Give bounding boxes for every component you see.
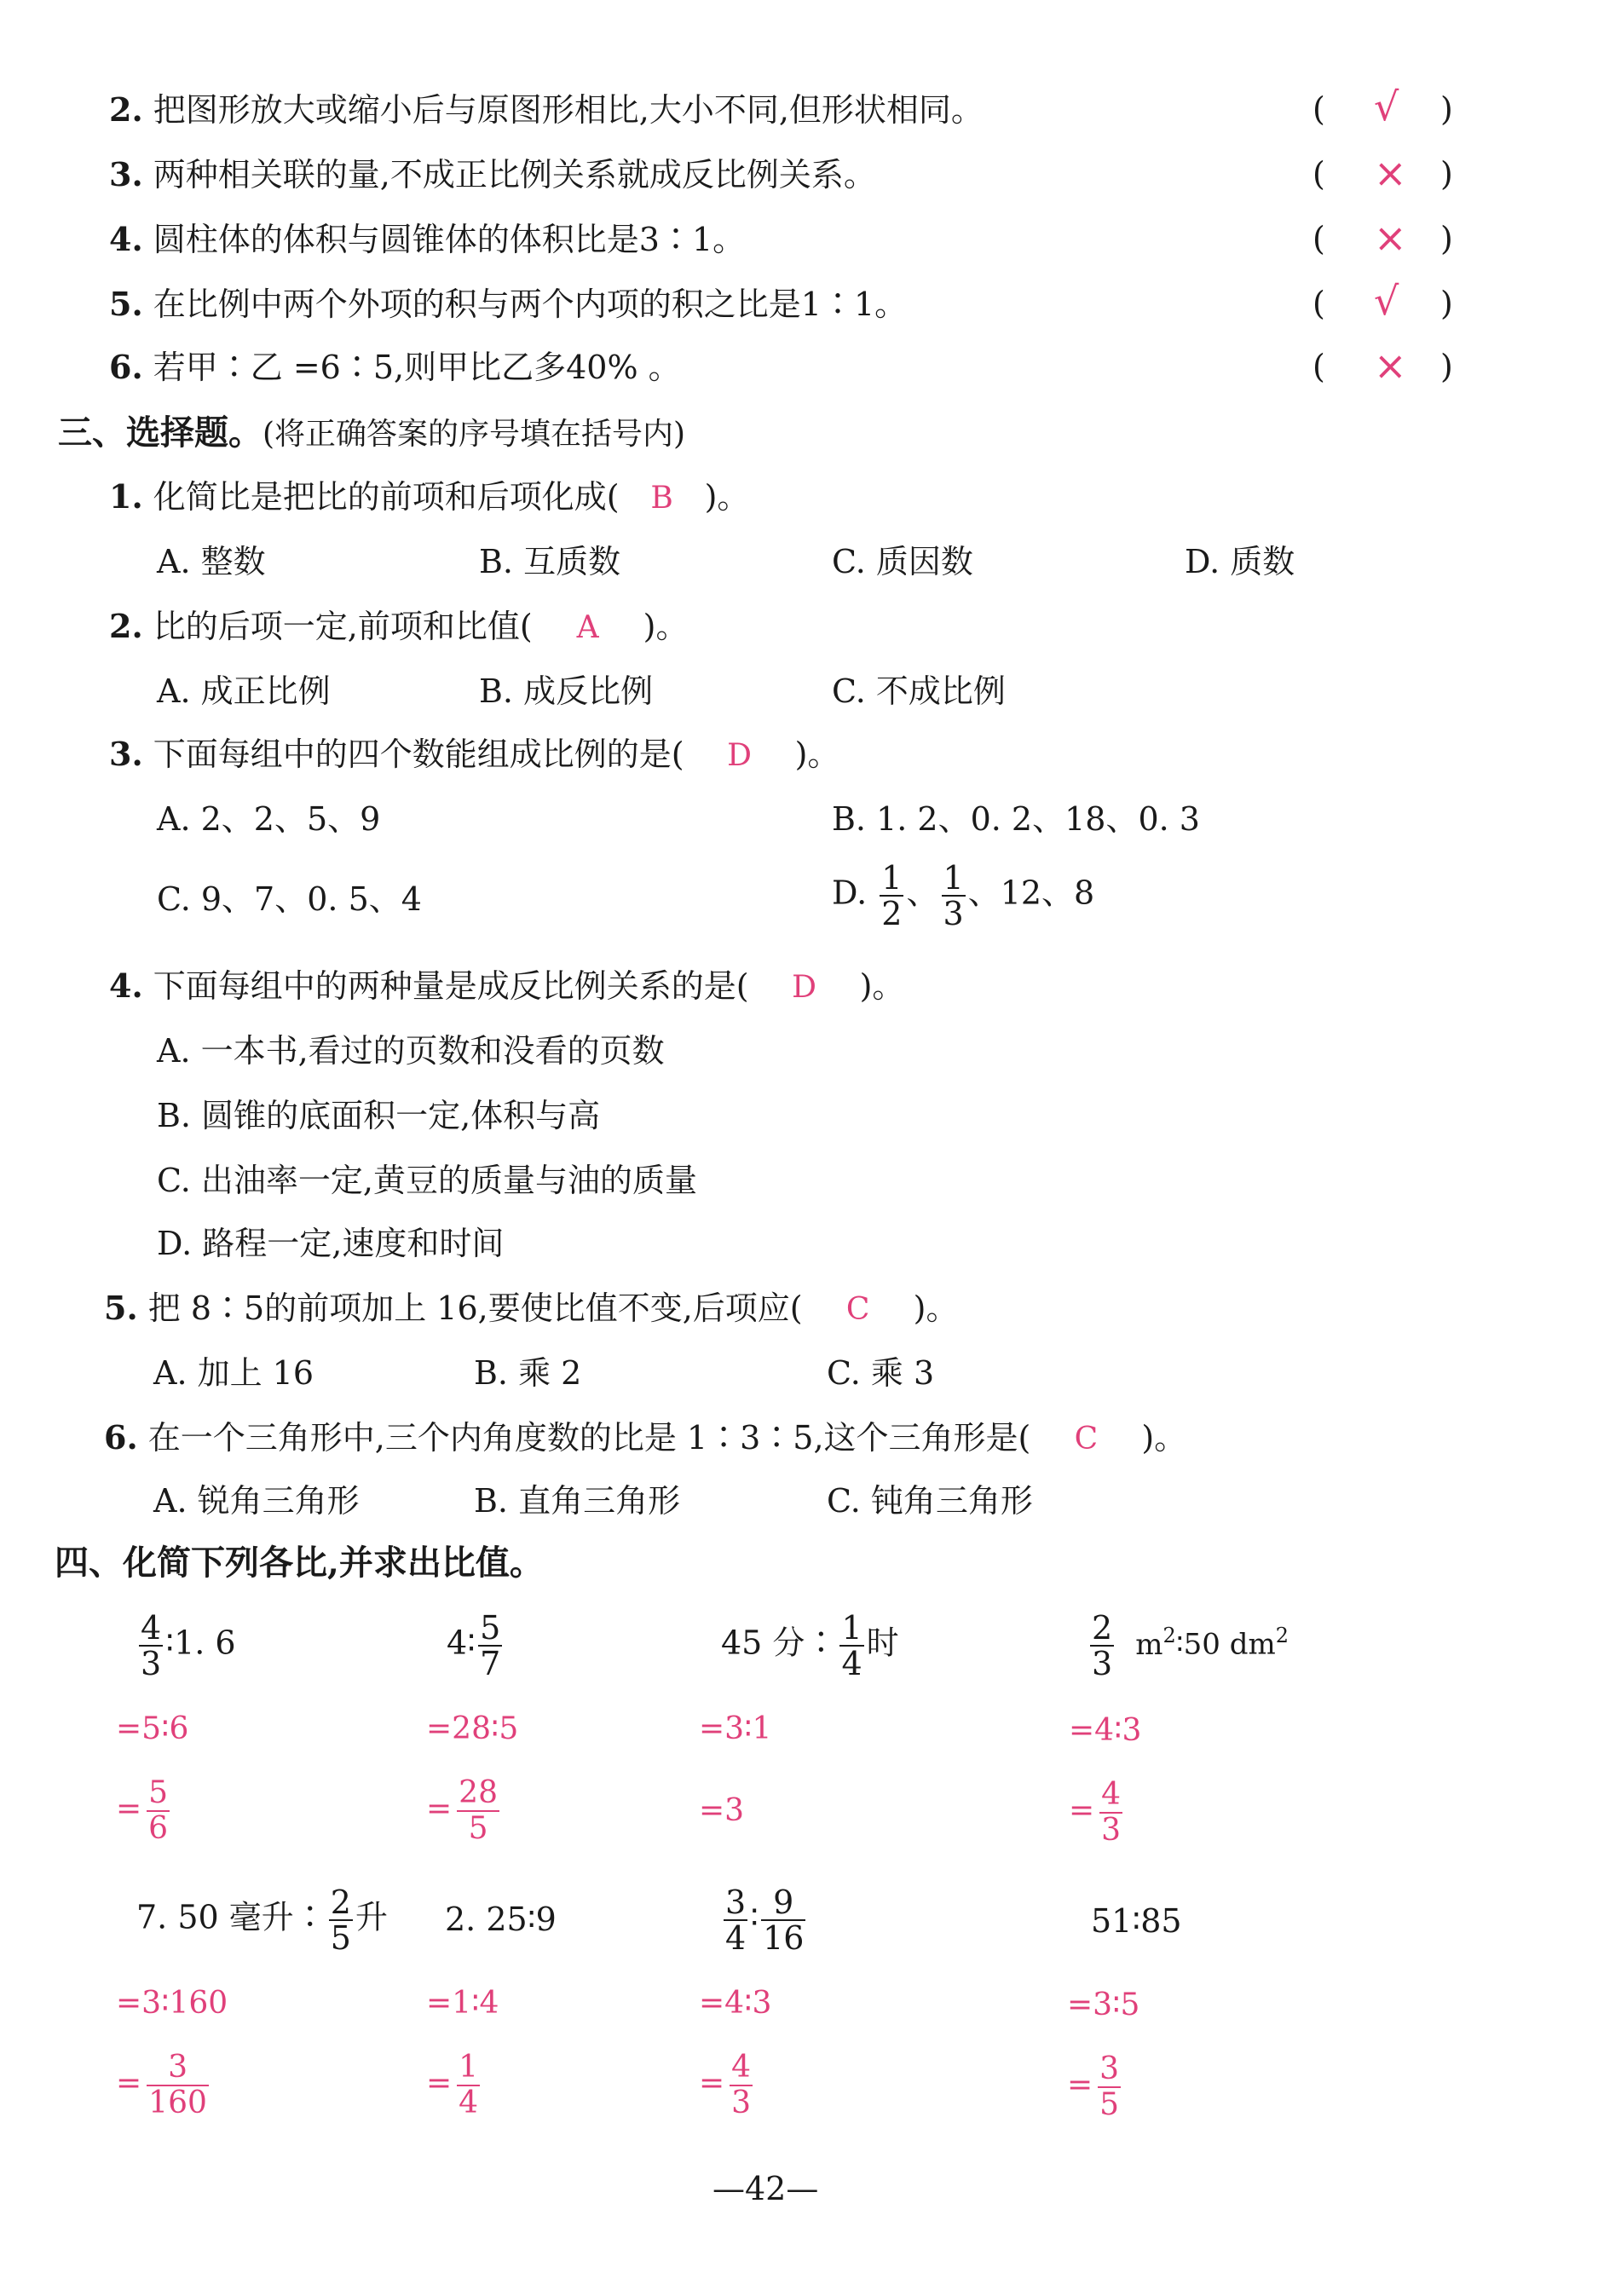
choice-question-5: 5. 把 8∶5的前项加上 16,要使比值不变,后项应( C )。 [104, 1289, 958, 1330]
option: A. 整数 [157, 543, 266, 580]
option-d-fractions: D. $\frac{1}{2}$ 、 $\frac{1}{3}$ 、12、8 [832, 859, 1095, 932]
option: B. 1. 2、0. 2、18、0. 3 [832, 800, 1200, 838]
answer-paren: ) [1440, 348, 1453, 385]
option: C. 不成比例 [832, 672, 1006, 710]
option: B. 成反比例 [479, 672, 654, 710]
check-mark-icon: √ [1374, 84, 1399, 130]
answer-paren: ( [1312, 220, 1325, 257]
ratio-value: = $\frac{1}{4}$ [426, 2050, 479, 2120]
ratio-value: = $\frac{28}{5}$ [426, 1775, 498, 1846]
ratio-expression: $\frac{3}{4}$ ∶ $\frac{9}{16}$ [725, 1884, 805, 1957]
judge-item-2 [109, 90, 984, 130]
ratio-value: = $\frac{3}{160}$ [116, 2050, 207, 2120]
option: A. 加上 16 [153, 1354, 314, 1392]
option: C. 乘 3 [827, 1354, 935, 1392]
option: A. 2、2、5、9 [157, 800, 381, 838]
ratio-expression: $\frac{2}{3}$ $m^2∶50$ $dm^2$ [1092, 1609, 1289, 1682]
check-mark-icon: √ [1374, 278, 1399, 324]
simplified-ratio: =28∶5 [426, 1711, 519, 1746]
simplified-ratio: =3∶160 [116, 1986, 228, 2021]
ratio-value: = $\frac{4}{3}$ [699, 2050, 752, 2120]
ratio-value: = $\frac{5}{6}$ [116, 1775, 169, 1846]
section-title-simplify: 四、化简下列各比,并求出比值。 [55, 1543, 544, 1583]
ratio-expression: 45 分∶ $\frac{1}{4}$ 时 [721, 1609, 899, 1682]
simplified-ratio: =5∶6 [116, 1711, 189, 1746]
ratio-value: = $\frac{4}{3}$ [1069, 1777, 1122, 1848]
judge-item-4: 4. 圆柱体的体积与圆锥体的体积比是3∶1。 [109, 220, 746, 258]
simplified-ratio: =1∶4 [426, 1986, 499, 2021]
simplified-ratio: =3∶1 [699, 1711, 772, 1746]
option: B. 乘 2 [474, 1354, 582, 1392]
judge-item-3: 3. 两种相关联的量,不成正比例关系就成反比例关系。 [109, 155, 876, 193]
answer-text: B [650, 481, 673, 516]
answer-text: C [1074, 1422, 1099, 1457]
item-text: 把图形放大或缩小后与原图形相比,大小不同,但形状相同。 [153, 91, 984, 129]
answer-text: A [576, 610, 599, 645]
option: C. 钝角三角形 [827, 1482, 1033, 1520]
cross-mark-icon: × [1374, 215, 1407, 261]
option: A. 锐角三角形 [153, 1482, 360, 1520]
choice-question-6: 6. 在一个三角形中,三个内角度数的比是 1∶3∶5,这个三角形是( C )。 [104, 1418, 1186, 1459]
answer-paren: ( [1312, 155, 1325, 193]
ratio-expression: $\frac{4}{3}$ ∶1. 6 [141, 1609, 236, 1682]
option: B. 互质数 [479, 543, 621, 580]
answer-text: D [792, 970, 817, 1005]
ratio-value: = $\frac{3}{5}$ [1067, 2051, 1120, 2122]
section-title-choice: 三、选择题。(将正确答案的序号填在括号内) [58, 412, 686, 453]
answer-paren: ( [1312, 90, 1325, 128]
option: C. 9、7、0. 5、4 [157, 880, 422, 918]
answer-paren: ( [1312, 348, 1325, 385]
choice-question-1: 1. 化简比是把比的前项和后项化成( B )。 [109, 477, 749, 518]
option: A. 一本书,看过的页数和没看的页数 [157, 1032, 665, 1070]
choice-question-4: 4. 下面每组中的两种量是成反比例关系的是( D )。 [109, 966, 904, 1007]
option: B. 圆锥的底面积一定,体积与高 [157, 1097, 601, 1134]
ratio-expression: 7. 50 毫升∶ $\frac{2}{5}$ 升 [136, 1884, 388, 1957]
item-number: 2. [109, 90, 143, 129]
answer-paren: ) [1440, 155, 1453, 193]
answer-paren: ) [1440, 90, 1453, 128]
answer-text: D [727, 738, 753, 773]
option: C. 出油率一定,黄豆的质量与油的质量 [157, 1162, 697, 1199]
simplified-ratio: =3∶5 [1067, 1987, 1140, 2022]
cross-mark-icon: × [1374, 150, 1407, 196]
judge-item-5: 5. 在比例中两个外项的积与两个内项的积之比是1∶1。 [109, 285, 908, 323]
simplified-ratio: =4∶3 [699, 1986, 772, 2021]
ratio-expression: 51∶85 [1091, 1902, 1182, 1940]
answer-paren: ) [1440, 285, 1453, 322]
simplified-ratio: =4∶3 [1069, 1713, 1142, 1748]
choice-question-3: 3. 下面每组中的四个数能组成比例的是( D )。 [109, 735, 839, 776]
answer-text: C [845, 1292, 870, 1327]
ratio-value: =3 [699, 1793, 745, 1828]
answer-paren: ) [1440, 220, 1453, 257]
choice-question-2: 2. 比的后项一定,前项和比值( A )。 [109, 607, 689, 648]
option: D. 质数 [1185, 543, 1295, 580]
option: D. 路程一定,速度和时间 [157, 1225, 505, 1262]
option: C. 质因数 [832, 543, 973, 580]
answer-paren: ( [1312, 285, 1325, 322]
page-number: —42— [712, 2170, 819, 2207]
ratio-expression: 4∶ $\frac{5}{7}$ [447, 1609, 501, 1682]
option: A. 成正比例 [157, 672, 331, 710]
judge-item-6: 6. 若甲∶乙 =6∶5,则甲比乙多40% 。 [109, 348, 681, 386]
ratio-expression: 2. 25∶9 [445, 1901, 557, 1938]
cross-mark-icon: × [1374, 343, 1407, 389]
option: B. 直角三角形 [474, 1482, 681, 1520]
